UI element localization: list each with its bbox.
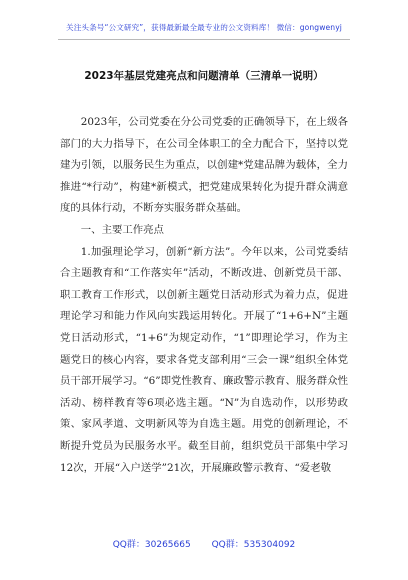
section-heading: 一、主要工作亮点 [80,223,164,236]
body-paragraph: 1.加强理论学习，创新“新方法”。今年以来，公司党委结合主题教育和“工作落实年”活动，不断改进、创新党员干部、职工教育工作形式，以创新主题党日活动形式为着力点，促进理论学习和能力作风向实践运用转化。开展了“1+6+N”主题党日活动形式，“1+6”为规定动作，“1”即理论学习，作为主题党日的核心内容，要求各党支部利用“三会一课”组织全体党员干部开展学习。“6”即党性教育、廉政警示教育、服务群众性活动、榜样教育等6项必选主题。“N”为自选动作，以形势政策、家风孝道、文明新风等为自选主题。用党的创新理论，不断提升党员为民服务水平。截至目前，组织党员干部集中学习12次，开展“入户送学”21次，开展廉政警示教育、“爱老敬 [60,245,348,474]
footer-qq-group-2: QQ群：535304092 [211,540,296,550]
footer-qq-group-1: QQ群：30265665 [112,540,191,550]
header-banner: 关注头条号“公文研究”，获得最新最全最专业的公文资料库！ 微信：gongwenyj [66,23,342,32]
header-divider [58,39,350,40]
document-body [60,112,348,479]
intro-paragraph: 2023年，公司党委在分公司党委的正确领导下，在上级各部门的大力指导下，在公司全体职工的全力配合下，坚持以党建为引领，以服务民生为重点，以创建*党建品牌为载体，全力推进“*行动”，构建*新模式，把党建成果转化为提升群众满意度的具体行动，不断夯实服务群众基础。 [60,116,348,215]
footer [0,537,408,550]
document-title: 2023年基层党建亮点和问题清单（三清单一说明） [84,70,324,82]
